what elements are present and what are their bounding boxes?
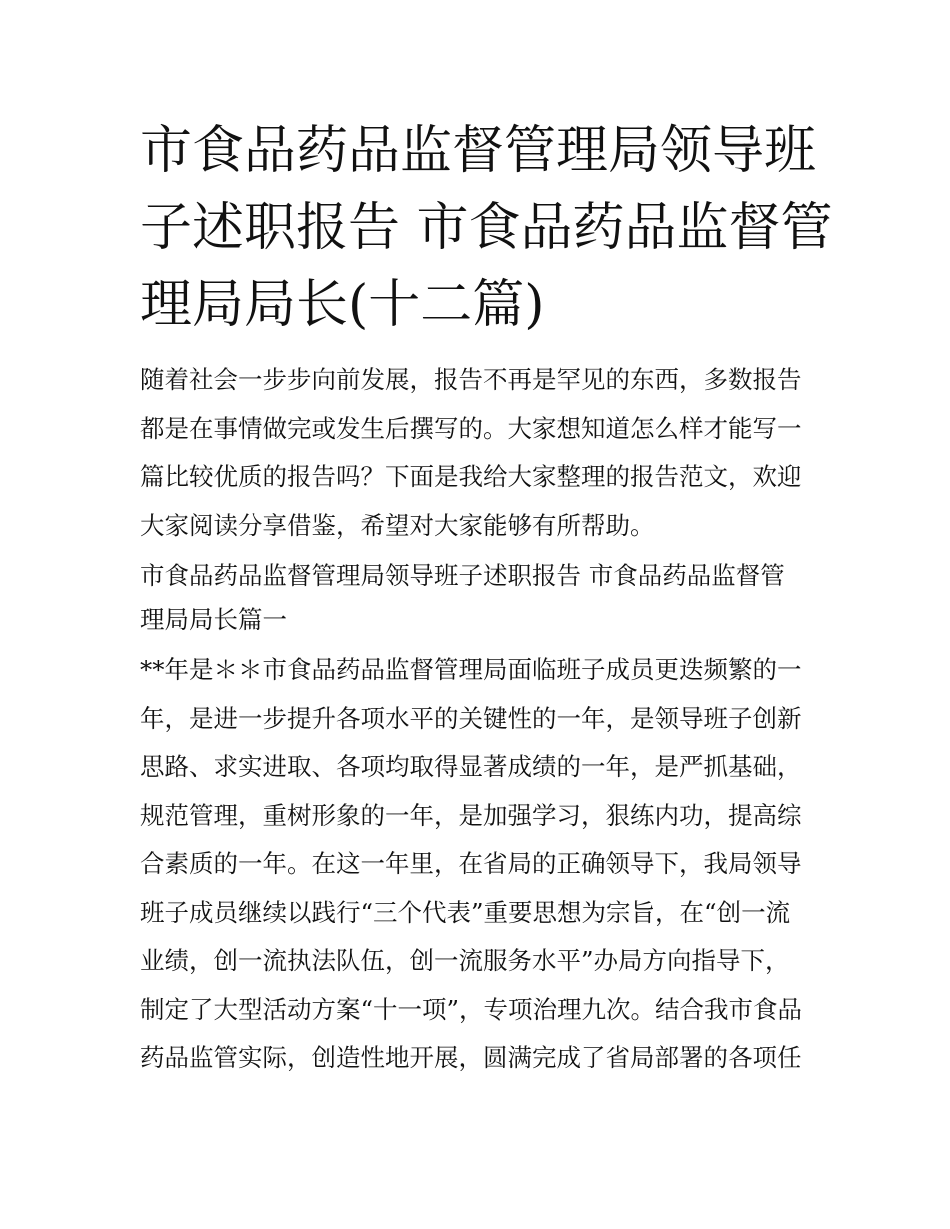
text-line: 药品监管实际，创造性地开展，圆满完成了省局部署的各项任 — [140, 1043, 802, 1072]
text-line: 年，是进一步提升各项水平的关键性的一年，是领导班子创新 — [140, 703, 802, 733]
text-line: 理局局长篇一 — [140, 605, 287, 634]
text-line: 业绩，创一流执法队伍，创一流服务水平”办局方向指导下， — [140, 946, 790, 975]
text-line: 市食品药品监督管理局领导班子述职报告 市食品药品监督管 — [140, 561, 785, 590]
text-line: 大家阅读分享借鉴，希望对大家能够有所帮助。 — [140, 510, 655, 540]
title-line: 理局局长(十二篇) — [140, 275, 545, 335]
text-line: **年是＊＊市食品药品监督管理局面临班子成员更迭频繁的一 — [140, 655, 802, 684]
body-paragraph — [140, 646, 820, 1083]
title-line: 子述职报告 市食品药品监督管 — [140, 198, 833, 258]
text-line: 合素质的一年。在这一年里，在省局的正确领导下，我局领导 — [140, 849, 802, 878]
text-line: 都是在事情做完或发生后撰写的。大家想知道怎么样才能写一 — [140, 413, 802, 443]
text-line: 规范管理，重树形象的一年，是加强学习，狠练内功，提高综 — [140, 800, 802, 830]
document-body — [140, 356, 820, 1083]
text-line: 制定了大型活动方案“十一项”，专项治理九次。结合我市食品 — [140, 994, 803, 1024]
intro-paragraph — [140, 356, 820, 550]
document-title — [140, 113, 833, 344]
text-line: 篇比较优质的报告吗？下面是我给大家整理的报告范文，欢迎 — [140, 462, 802, 491]
section-heading — [140, 554, 820, 642]
text-line: 思路、求实进取、各项均取得显著成绩的一年，是严抓基础， — [140, 752, 802, 781]
text-line: 随着社会一步步向前发展，报告不再是罕见的东西，多数报告 — [140, 365, 802, 394]
text-line: 班子成员继续以践行“三个代表”重要思想为宗旨，在“创一流 — [140, 897, 791, 927]
title-line: 市食品药品监督管理局领导班 — [140, 121, 817, 181]
